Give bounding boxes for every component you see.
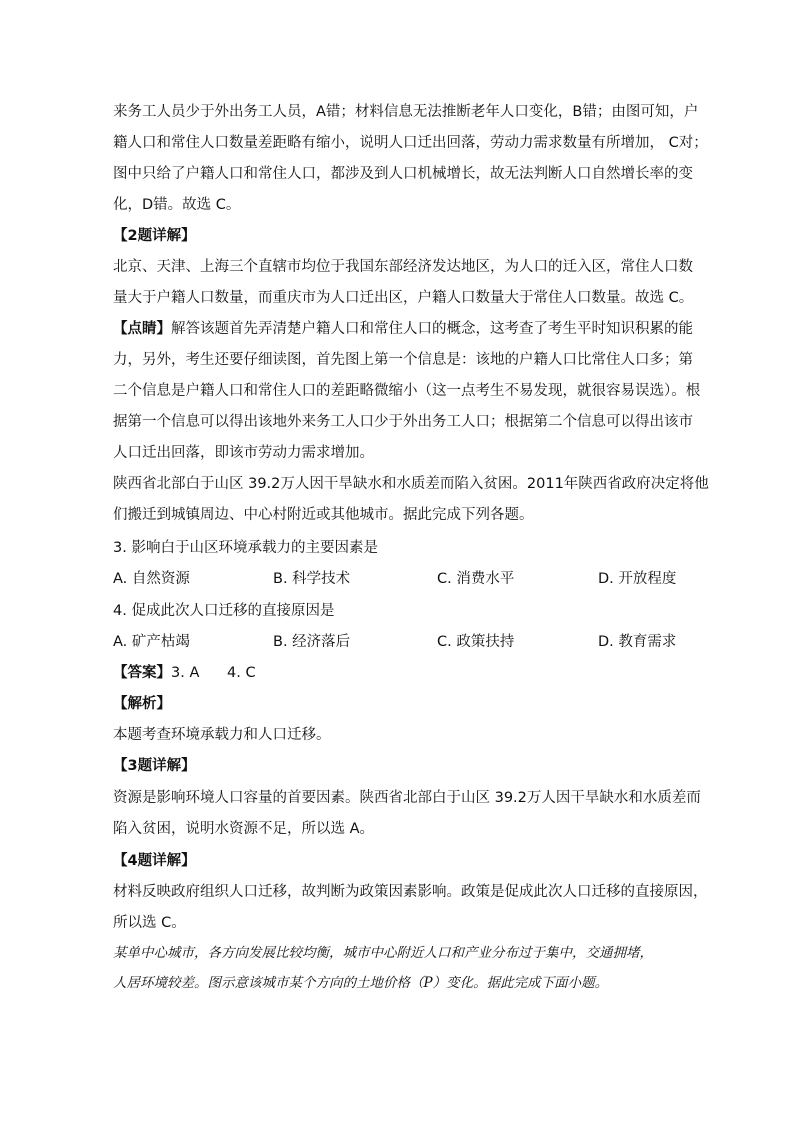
- text-line: 图中只给了户籍人口和常住人口，都涉及到人口机械增长，故无法判断人口自然增长率的变: [113, 166, 693, 182]
- question-4-option-a: A. 矿产枯竭: [113, 634, 190, 650]
- question-4-option-b: B. 经济落后: [273, 634, 351, 650]
- text-line: 量大于户籍人口数量，而重庆市为人口迁出区，户籍人口数量大于常住人口数量。故选 C。: [113, 290, 694, 306]
- answer-label: 【答案】: [113, 665, 171, 681]
- paragraph-analysis: 本题考查环境承载力和人口迁移。: [113, 727, 331, 743]
- text-line: 据第一个信息可以得出该地外来务工人口少于外出务工人口；根据第二个信息可以得出该市: [113, 414, 693, 430]
- question-3-option-c: C. 消费水平: [437, 571, 515, 587]
- dianjing-label: 【点睛】: [113, 321, 171, 337]
- text-line: 材料反映政府组织人口迁移，故判断为政策因素影响。政策是促成此次人口迁移的直接原因，: [113, 884, 708, 900]
- text-line: 来务工人员少于外出务工人员，A错；材料信息无法推断老年人口变化，B错；由图可知，户: [113, 104, 699, 120]
- text-line: 某单中心城市，各方向发展比较均衡，城市中心附近人口和产业分布过于集中，交通拥堵，: [113, 945, 653, 961]
- section-heading-analysis: 【解析】: [113, 696, 171, 712]
- answer-text: 3. A 4. C: [171, 665, 256, 681]
- question-3-option-a: A. 自然资源: [113, 571, 190, 587]
- text-line: 人口迁出回落，即该市劳动力需求增加。: [113, 445, 374, 461]
- question-4-title: 4. 促成此次人口迁移的直接原因是: [113, 603, 335, 619]
- question-4-option-d: D. 教育需求: [598, 634, 677, 650]
- section-heading-q2: 【2题详解】: [113, 228, 196, 244]
- text-line: 籍人口和常住人口数量差距略有缩小，说明人口迁出回落，劳动力需求数量有所增加， C对；: [113, 135, 708, 151]
- text-line: 所以选 C。: [113, 915, 186, 931]
- text-line: 资源是影响环境人口容量的首要因素。陕西省北部白于山区 39.2万人因干旱缺水和水质差而: [113, 790, 701, 806]
- answer-line: [113, 658, 256, 689]
- section-heading-q4: 【4题详解】: [113, 853, 196, 869]
- text-line: 们搬迁到城镇周边、中心村附近或其他城市。据此完成下列各题。: [113, 507, 534, 523]
- paragraph-q3-detail: [113, 783, 701, 845]
- text-line: [113, 314, 693, 345]
- section-heading-q3: 【3题详解】: [113, 758, 196, 774]
- text-line: 人居环境较差。图示意该城市某个方向的土地价格（P）变化。据此完成下面小题。: [113, 975, 609, 991]
- question-3-option-d: D. 开放程度: [598, 571, 677, 587]
- paragraph-material: [113, 469, 709, 531]
- text-line: 力，另外，考生还要仔细读图，首先图上第一个信息是：该地的户籍人口比常住人口多；第: [113, 352, 693, 368]
- dianjing-text: 解答该题首先弄清楚户籍人口和常住人口的概念，这考查了考生平时知识积累的能: [171, 321, 693, 337]
- text-line: 化，D错。故选 C。: [113, 197, 241, 213]
- text-line: 北京、天津、上海三个直辖市均位于我国东部经济发达地区，为人口的迁入区，常住人口数: [113, 259, 693, 275]
- paragraph-dianjing: [113, 314, 701, 469]
- paragraph-next-material: [113, 938, 693, 998]
- paragraph-q2-detail: [113, 252, 694, 314]
- text-line: 陕西省北部白于山区 39.2万人因干旱缺水和水质差而陷入贫困。2011年陕西省政府决定将他: [113, 476, 709, 492]
- text-line: 二个信息是户籍人口和常住人口的差距略微缩小（这一点考生不易发现，就很容易误选）。根: [113, 383, 701, 399]
- paragraph-explanation-1: [113, 97, 708, 221]
- paragraph-q4-detail: [113, 877, 708, 939]
- question-3-title: 3. 影响白于山区环境承载力的主要因素是: [113, 540, 378, 556]
- question-3-option-b: B. 科学技术: [273, 571, 351, 587]
- text-line: 陷入贫困，说明水资源不足，所以选 A。: [113, 821, 375, 837]
- question-4-option-c: C. 政策扶持: [437, 634, 515, 650]
